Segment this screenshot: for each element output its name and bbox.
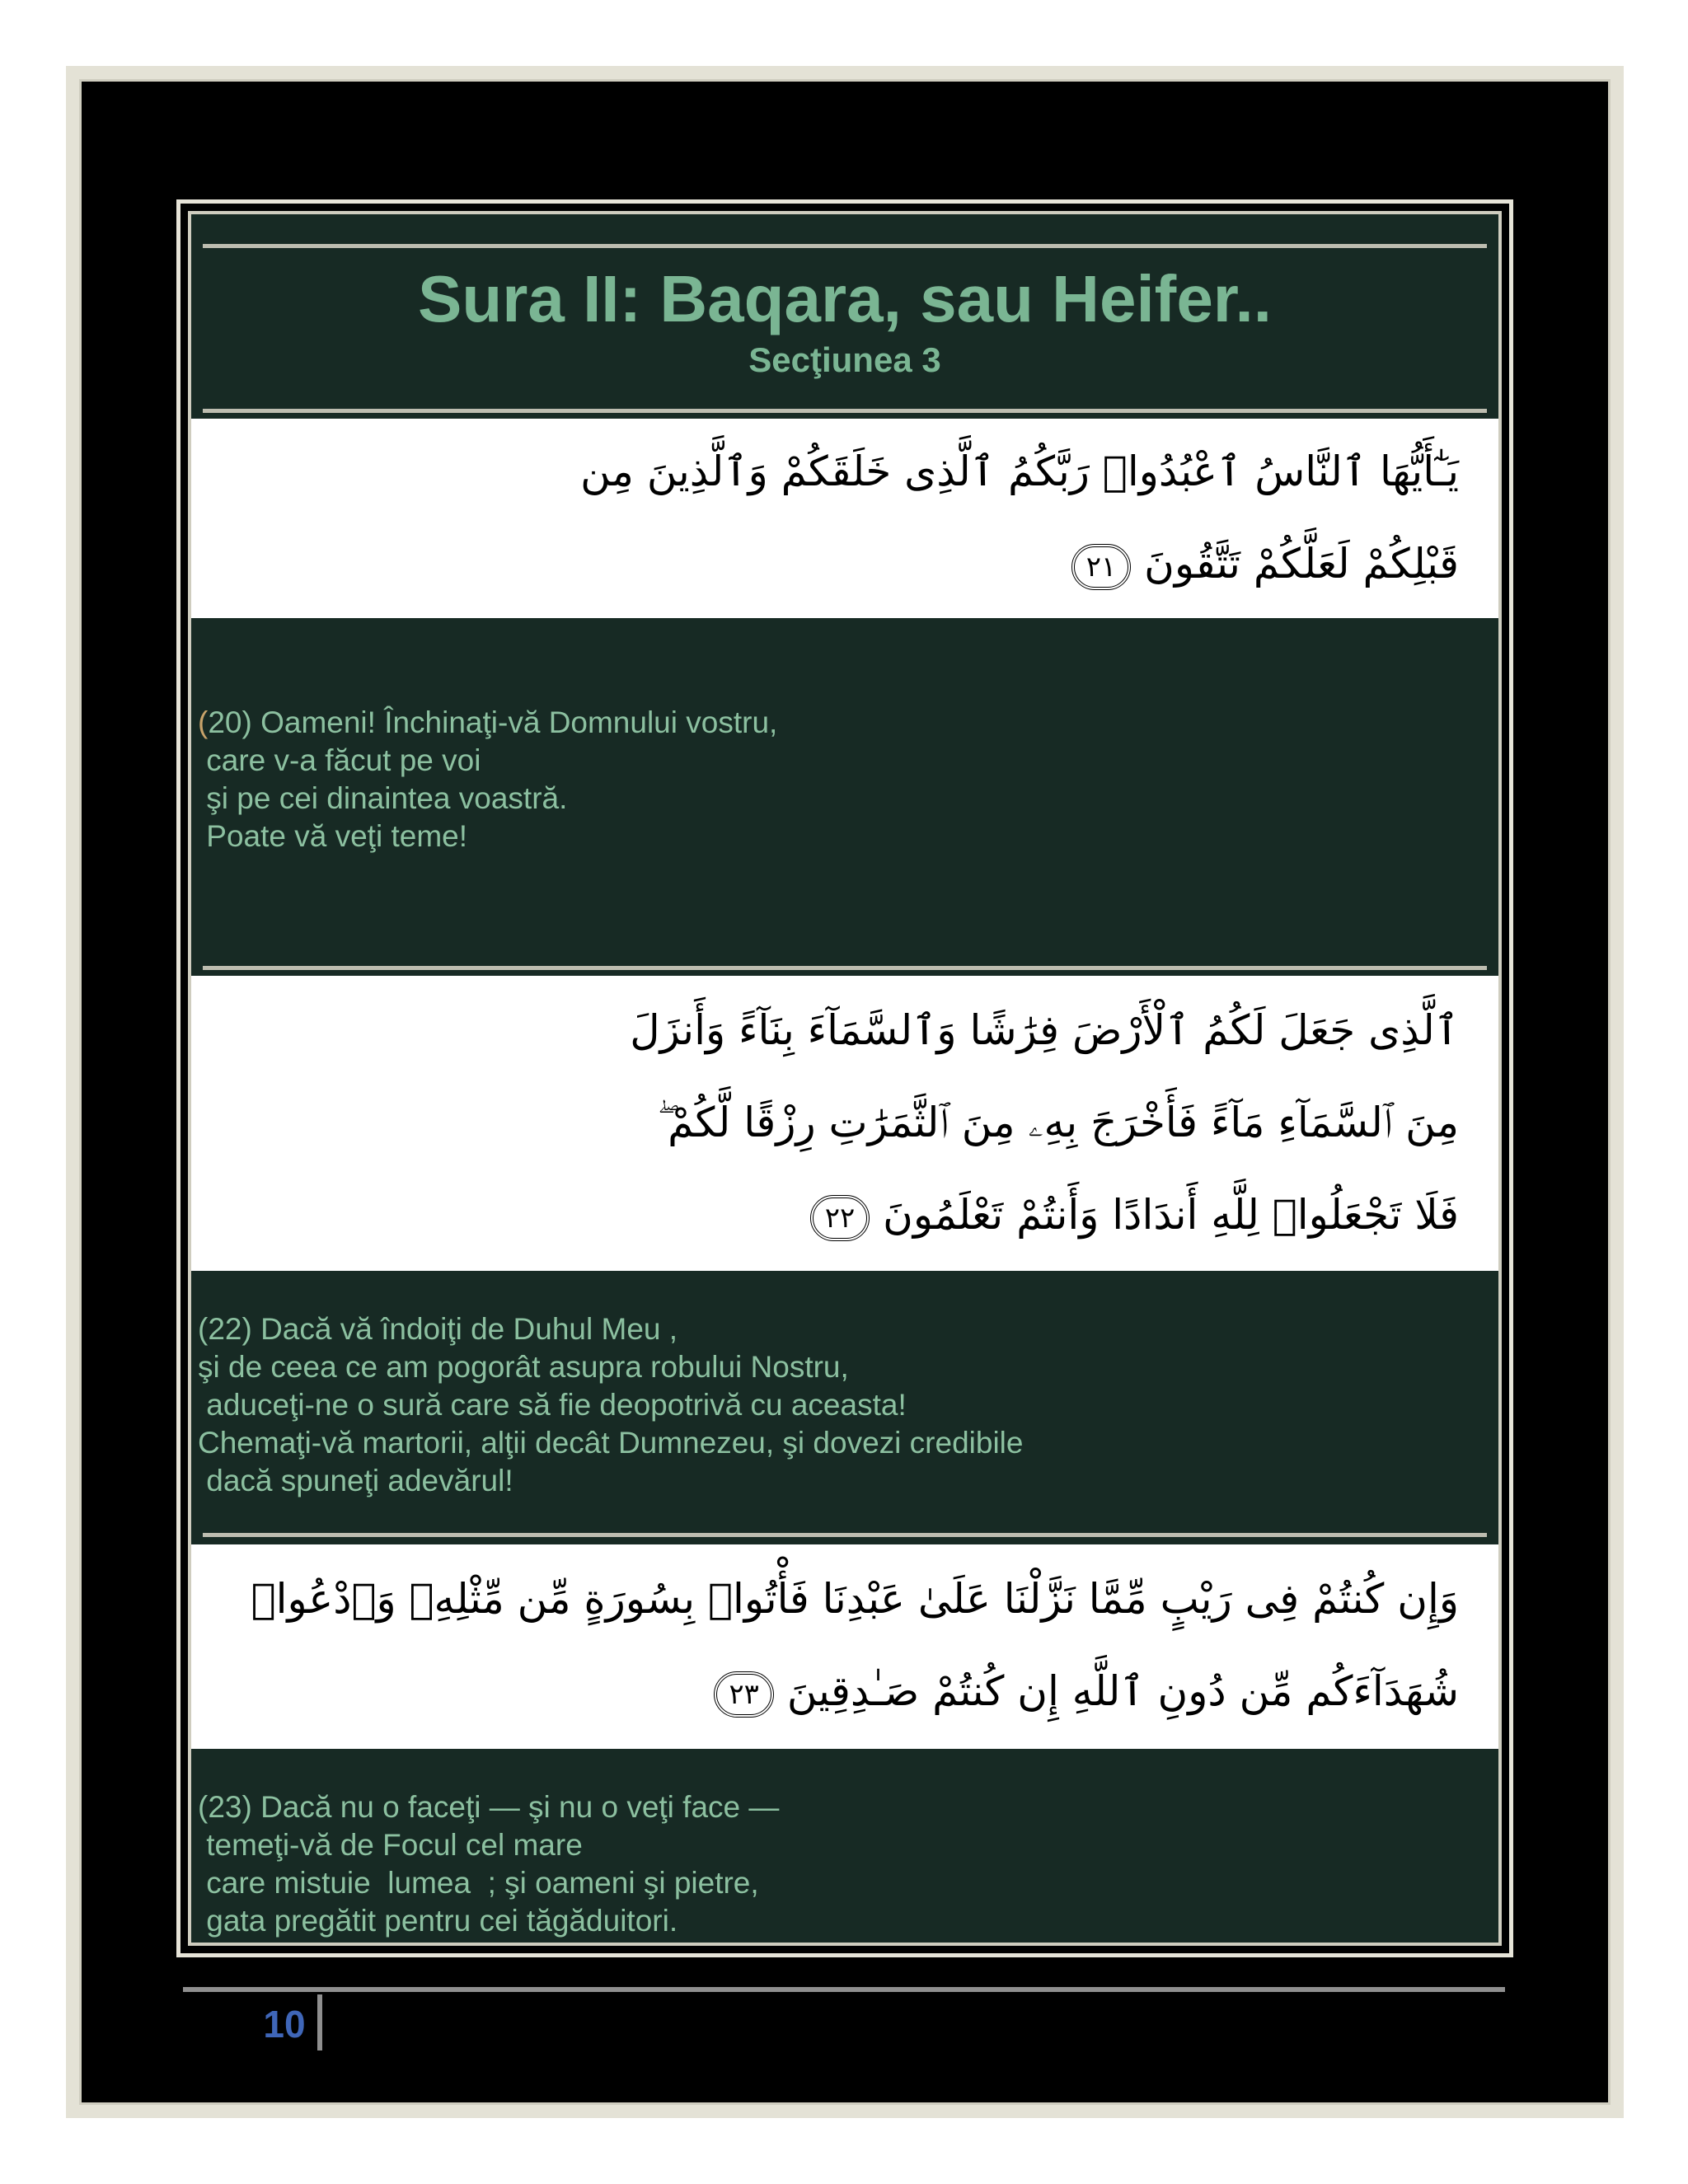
translation-verse-22: (22) Dacă vă îndoiţi de Duhul Meu , şi de ceea ce am pogorât asupra robului Nostru, aduceţi-ne o sură care să fie deopotrivă cu aceasta! Chemaţi-vă martorii, alţii decât Dumnezeu, şi dovezi credibile dacă spuneţi adevărul! xyxy=(198,1312,1024,1497)
footer-rule xyxy=(183,1987,1505,1992)
translation-text: 20) Oameni! Închinaţi-vă Domnului vostru, care v-a făcut pe voi şi pe cei dinaintea voastră. Poate vă veţi teme! xyxy=(206,705,778,853)
page-number-bar xyxy=(317,1994,322,2050)
ayah-number-badge: ٢٢ xyxy=(810,1195,870,1241)
arabic-line-text: شُهَدَآءَكُم مِّن دُونِ ٱللَّهِ إِن كُنتُمْ صَـٰدِقِينَ xyxy=(786,1667,1459,1715)
arabic-verse-22 xyxy=(191,976,1498,1271)
section-divider xyxy=(203,966,1487,970)
arabic-line: ٱلَّذِى جَعَلَ لَكُمُ ٱلْأَرْضَ فِرَٰشًا وَٱلسَّمَآءَ بِنَآءً وَأَنزَلَ xyxy=(630,1006,1459,1054)
arabic-verse-23 xyxy=(191,1544,1498,1749)
arabic-line xyxy=(455,1169,1459,1261)
arabic-line: مِنَ ٱلسَّمَآءِ مَآءً فَأَخْرَجَ بِهِۦ مِنَ ٱلثَّمَرَٰتِ رِزْقًا لَّكُمْ ۖ xyxy=(657,1099,1459,1146)
header-divider-top xyxy=(203,244,1487,248)
arabic-line xyxy=(455,518,1459,610)
translation-verse-23: (23) Dacă nu o faceţi — şi nu o veţi face — temeţi-vă de Focul cel mare care mistuie lumea ; şi oameni şi pietre, gata pregătit pentru cei tăgăduitori. xyxy=(198,1790,780,1938)
arabic-line xyxy=(455,1645,1459,1737)
page-subtitle: Secţiunea 3 xyxy=(748,340,941,379)
translation-verse-20 xyxy=(198,704,777,855)
arabic-verse-21 xyxy=(191,419,1498,618)
ayah-number-badge: ٢١ xyxy=(1071,544,1132,590)
arabic-line-text: قَبْلِكُمْ لَعَلَّكُمْ تَتَّقُونَ xyxy=(1144,540,1459,588)
page-title: Sura II: Baqara, sau Heifer.. xyxy=(418,262,1272,335)
ayah-number-badge: ٢٣ xyxy=(714,1671,774,1718)
arabic-line: يَـٰٓأَيُّهَا ٱلنَّاسُ ٱعْبُدُوا۟ رَبَّكُمُ ٱلَّذِى خَلَقَكُمْ وَٱلَّذِينَ مِن xyxy=(580,448,1459,495)
header-divider-bottom xyxy=(203,409,1487,413)
arabic-line-text: فَلَا تَجْعَلُوا۟ لِلَّهِ أَندَادًا وَأَنتُمْ تَعْلَمُونَ xyxy=(883,1191,1459,1239)
open-paren: ( xyxy=(198,705,209,739)
arabic-line: وَإِن كُنتُمْ فِى رَيْبٍ مِّمَّا نَزَّلْنَا عَلَىٰ عَبْدِنَا فَأْتُوا۟ بِسُورَةٍ مِّن مِّثْلِهِۦ وَٱدْعُوا۟ xyxy=(251,1575,1459,1623)
content-panel xyxy=(188,211,1502,1946)
section-divider xyxy=(203,1533,1487,1537)
page-number: 10 xyxy=(263,2003,306,2046)
